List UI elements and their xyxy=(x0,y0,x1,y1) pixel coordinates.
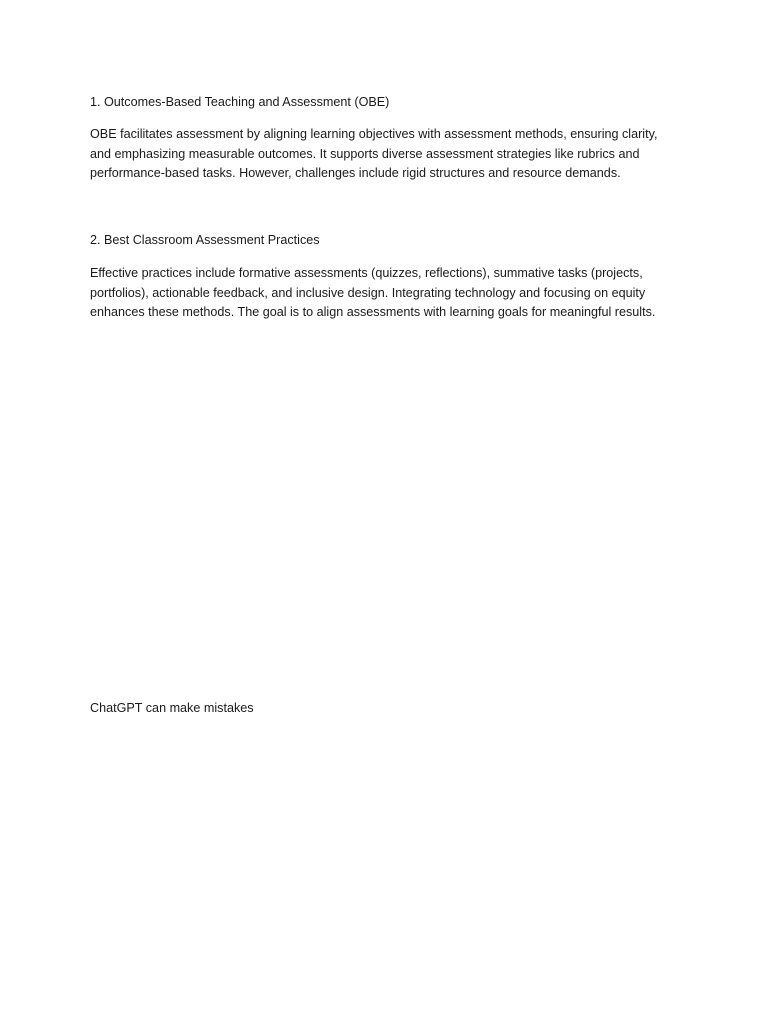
section-1-heading: 1. Outcomes-Based Teaching and Assessment (OBE) xyxy=(90,95,390,109)
section-2-paragraph xyxy=(90,264,670,323)
paragraph-line: enhances these methods. The goal is to align assessments with learning goals for meaningful results. xyxy=(90,305,656,319)
paragraph-line: Effective practices include formative assessments (quizzes, reflections), summative tasks (projects, xyxy=(90,266,643,280)
paragraph-line: portfolios), actionable feedback, and inclusive design. Integrating technology and focusing on equity xyxy=(90,285,646,300)
paragraph-line: OBE facilitates assessment by aligning learning objectives with assessment methods, ensuring clarity, xyxy=(90,127,658,141)
paragraph-line: and emphasizing measurable outcomes. It supports diverse assessment strategies like rubrics and xyxy=(90,146,640,161)
section-2-heading: 2. Best Classroom Assessment Practices xyxy=(90,233,320,247)
disclaimer-note: ChatGPT can make mistakes xyxy=(90,701,254,715)
paragraph-line: performance-based tasks. However, challenges include rigid structures and resource demands. xyxy=(90,166,621,180)
section-1-paragraph xyxy=(90,125,670,184)
